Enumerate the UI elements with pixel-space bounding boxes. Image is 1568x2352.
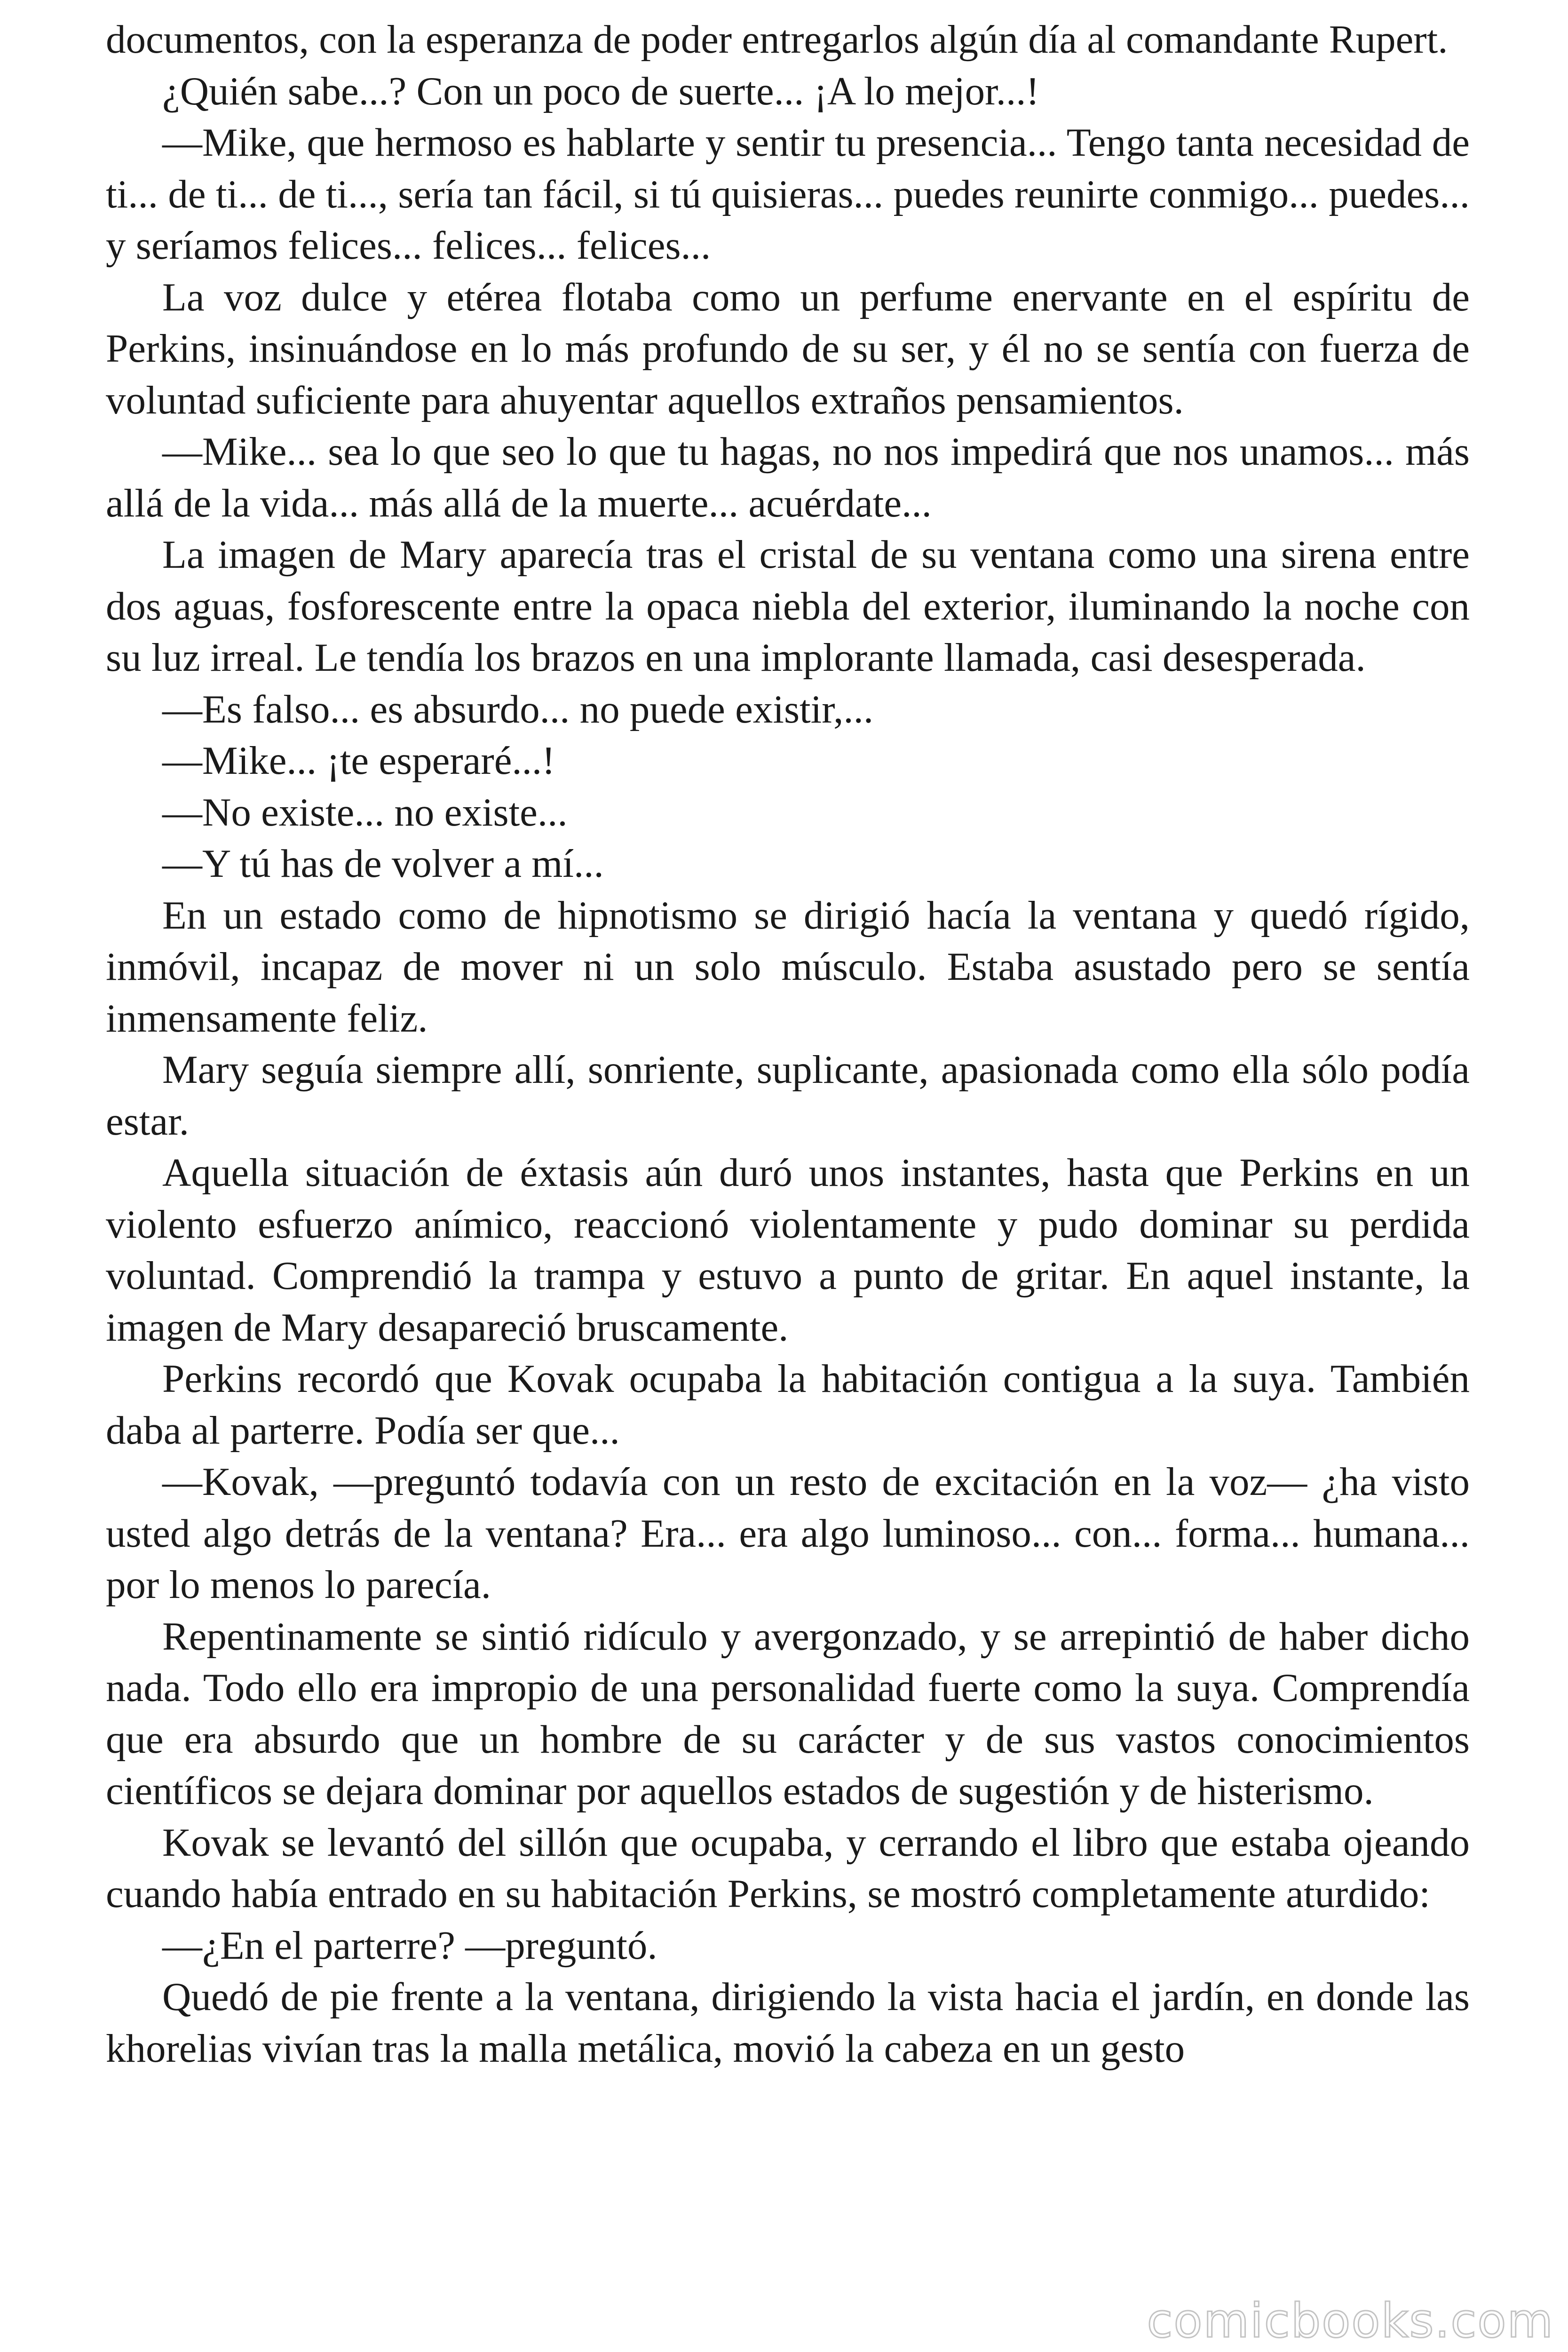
paragraph: Quedó de pie frente a la ventana, dirigiendo la vista hacia el jardín, en donde las khorelias vivían tras la malla metálica, movió la cabeza en un gesto	[106, 1975, 1470, 2071]
paragraph: ¿Quién sabe...? Con un poco de suerte... ¡A lo mejor...!	[162, 69, 1039, 113]
paragraph: Repentinamente se sintió ridículo y avergonzado, y se arrepintió de haber dicho nada. Todo ello era impropio de una personalidad fuerte como la suya. Comprendía que era absurdo que un hombre de su carácter y de sus vastos conocimientos científicos se dejara dominar por aquellos estados de sugestión y de histerismo.	[106, 1614, 1470, 1813]
paragraph: —¿En el parterre? —preguntó.	[162, 1923, 657, 1968]
paragraph: En un estado como de hipnotismo se dirigió hacía la ventana y quedó rígido, inmóvil, incapaz de mover ni un solo músculo. Estaba asustado pero se sentía inmensamente feliz.	[106, 893, 1470, 1041]
paragraph: Perkins recordó que Kovak ocupaba la habitación contigua a la suya. También daba al parterre. Podía ser que...	[106, 1357, 1470, 1453]
paragraph: —Es falso... es absurdo... no puede existir,...	[162, 687, 874, 731]
paragraph: —No existe... no existe...	[162, 790, 568, 834]
watermark: comicbooks.com	[1147, 2293, 1554, 2348]
paragraph: Aquella situación de éxtasis aún duró unos instantes, hasta que Perkins en un violento esfuerzo anímico, reaccionó violentamente y pudo dominar su perdida voluntad. Comprendió la trampa y estuvo a punto de gritar. En aquel instante, la imagen de Mary desapareció bruscamente.	[106, 1151, 1470, 1350]
paragraph: —Mike... sea lo que seo lo que tu hagas, no nos impedirá que nos unamos... más allá de la vida... más allá de la muerte... acuérdate...	[106, 429, 1470, 525]
paragraph: La imagen de Mary aparecía tras el cristal de su ventana como una sirena entre dos aguas, fosforescente entre la opaca niebla del exterior, iluminando la noche con su luz irreal. Le tendía los brazos en una implorante llamada, casi desesperada.	[106, 532, 1470, 680]
paragraph: Mary seguía siempre allí, sonriente, suplicante, apasionada como ella sólo podía estar.	[106, 1048, 1470, 1144]
paragraph-continued: documentos, con la esperanza de poder entregarlos algún día al comandante Rupert.	[106, 17, 1448, 62]
book-page-text	[106, 14, 1470, 2074]
paragraph: —Mike, que hermoso es hablarte y sentir tu presencia... Tengo tanta necesidad de ti... de ti... de ti..., sería tan fácil, si tú quisieras... puedes reunirte conmigo... puedes... y seríamos felices... felices... felices...	[106, 120, 1470, 268]
paragraph: Kovak se levantó del sillón que ocupaba, y cerrando el libro que estaba ojeando cuando había entrado en su habitación Perkins, se mostró completamente aturdido:	[106, 1820, 1470, 1916]
paragraph: —Kovak, —preguntó todavía con un resto de excitación en la voz— ¿ha visto usted algo detrás de la ventana? Era... era algo luminoso... con... forma... humana... por lo menos lo parecía.	[106, 1460, 1470, 1607]
paragraph: —Y tú has de volver a mí...	[162, 842, 604, 886]
paragraph: —Mike... ¡te esperaré...!	[162, 739, 555, 783]
paragraph: La voz dulce y etérea flotaba como un perfume enervante en el espíritu de Perkins, insinuándose en lo más profundo de su ser, y él no se sentía con fuerza de voluntad suficiente para ahuyentar aquellos extraños pensamientos.	[106, 275, 1470, 422]
